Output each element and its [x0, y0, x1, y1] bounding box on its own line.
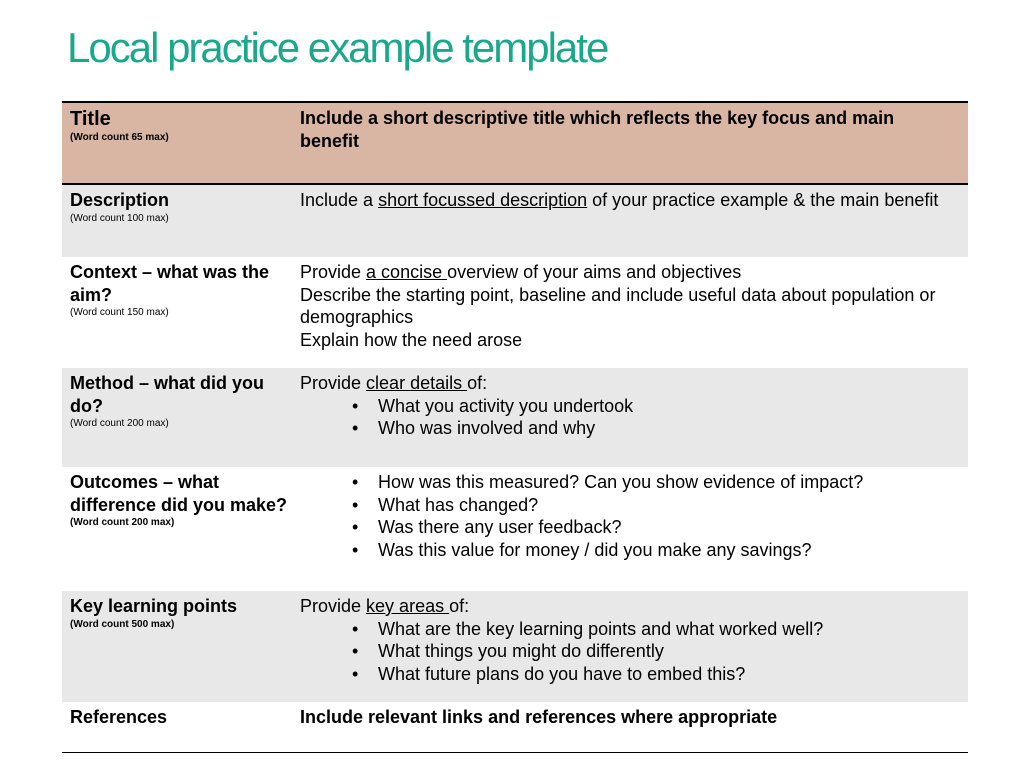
bullet-item: • How was this measured? Can you show evidence of impact? [378, 471, 948, 494]
content-line: Explain how the need arose [300, 329, 523, 350]
row-outcomes [62, 467, 968, 591]
word-count: (Word count 65 max) [70, 132, 169, 143]
underlined-text: short focussed description [378, 190, 588, 210]
row-content [292, 368, 968, 467]
bullet-item: • What you activity you undertook [378, 395, 948, 418]
row-description [62, 185, 968, 257]
bullet-item: • Was there any user feedback? [378, 516, 948, 539]
content-line [300, 261, 948, 284]
row-content: Include relevant links and references where appropriate [300, 707, 778, 727]
word-count: (Word count 100 max) [70, 212, 169, 224]
bullet-list [300, 471, 948, 561]
bullet-item: • What future plans do you have to embed this? [378, 663, 948, 686]
template-table [62, 101, 968, 753]
bullet-item: • Who was involved and why [378, 417, 948, 440]
bullet-item: • What are the key learning points and what worked well? [378, 618, 948, 641]
row-content [292, 467, 968, 591]
content-line [300, 595, 948, 618]
content-text: of your practice example & the main benefit [587, 190, 939, 210]
row-label: Outcomes – what difference did you make? [70, 472, 288, 515]
content-text: overview of your aims and objectives [447, 262, 742, 282]
content-text: Include a [300, 190, 379, 210]
row-method [62, 368, 968, 467]
word-count: (Word count 150 max) [70, 307, 169, 318]
row-key-learning [62, 591, 968, 702]
row-context [62, 257, 968, 368]
row-content [292, 185, 968, 257]
word-count: (Word count 200 max) [70, 418, 169, 429]
content-text: of: [467, 373, 488, 393]
bullet-item: • What things you might do differently [378, 640, 948, 663]
row-label: Title [70, 108, 111, 130]
row-label: Description [70, 190, 170, 210]
bullet-item: • Was this value for money / did you make any savings? [378, 539, 948, 562]
bullet-list [300, 618, 948, 686]
row-label: Method – what did you do? [70, 373, 264, 416]
content-text: Provide [300, 262, 367, 282]
row-references [62, 702, 968, 752]
content-text: Provide [300, 596, 367, 616]
bullet-item: • What has changed? [378, 494, 948, 517]
bullet-list [300, 395, 948, 440]
underlined-text: key areas [366, 596, 450, 616]
row-label: Context – what was the aim? [70, 262, 270, 305]
underlined-text: clear details [366, 373, 468, 393]
row-label: References [70, 707, 168, 727]
page-title: Local practice example template [67, 24, 608, 71]
row-content [292, 591, 968, 702]
content-text: of: [449, 596, 470, 616]
underlined-text: a concise [366, 262, 448, 282]
word-count: (Word count 200 max) [70, 517, 175, 528]
content-line [300, 372, 948, 395]
row-content [292, 257, 968, 368]
row-label: Key learning points [70, 596, 238, 616]
row-content: Include a short descriptive title which reflects the key focus and main benefit [300, 108, 895, 151]
content-line: Describe the starting point, baseline and include useful data about population or demographics [300, 284, 936, 327]
word-count: (Word count 500 max) [70, 618, 175, 630]
row-title [62, 103, 968, 185]
content-text: Provide [300, 373, 367, 393]
